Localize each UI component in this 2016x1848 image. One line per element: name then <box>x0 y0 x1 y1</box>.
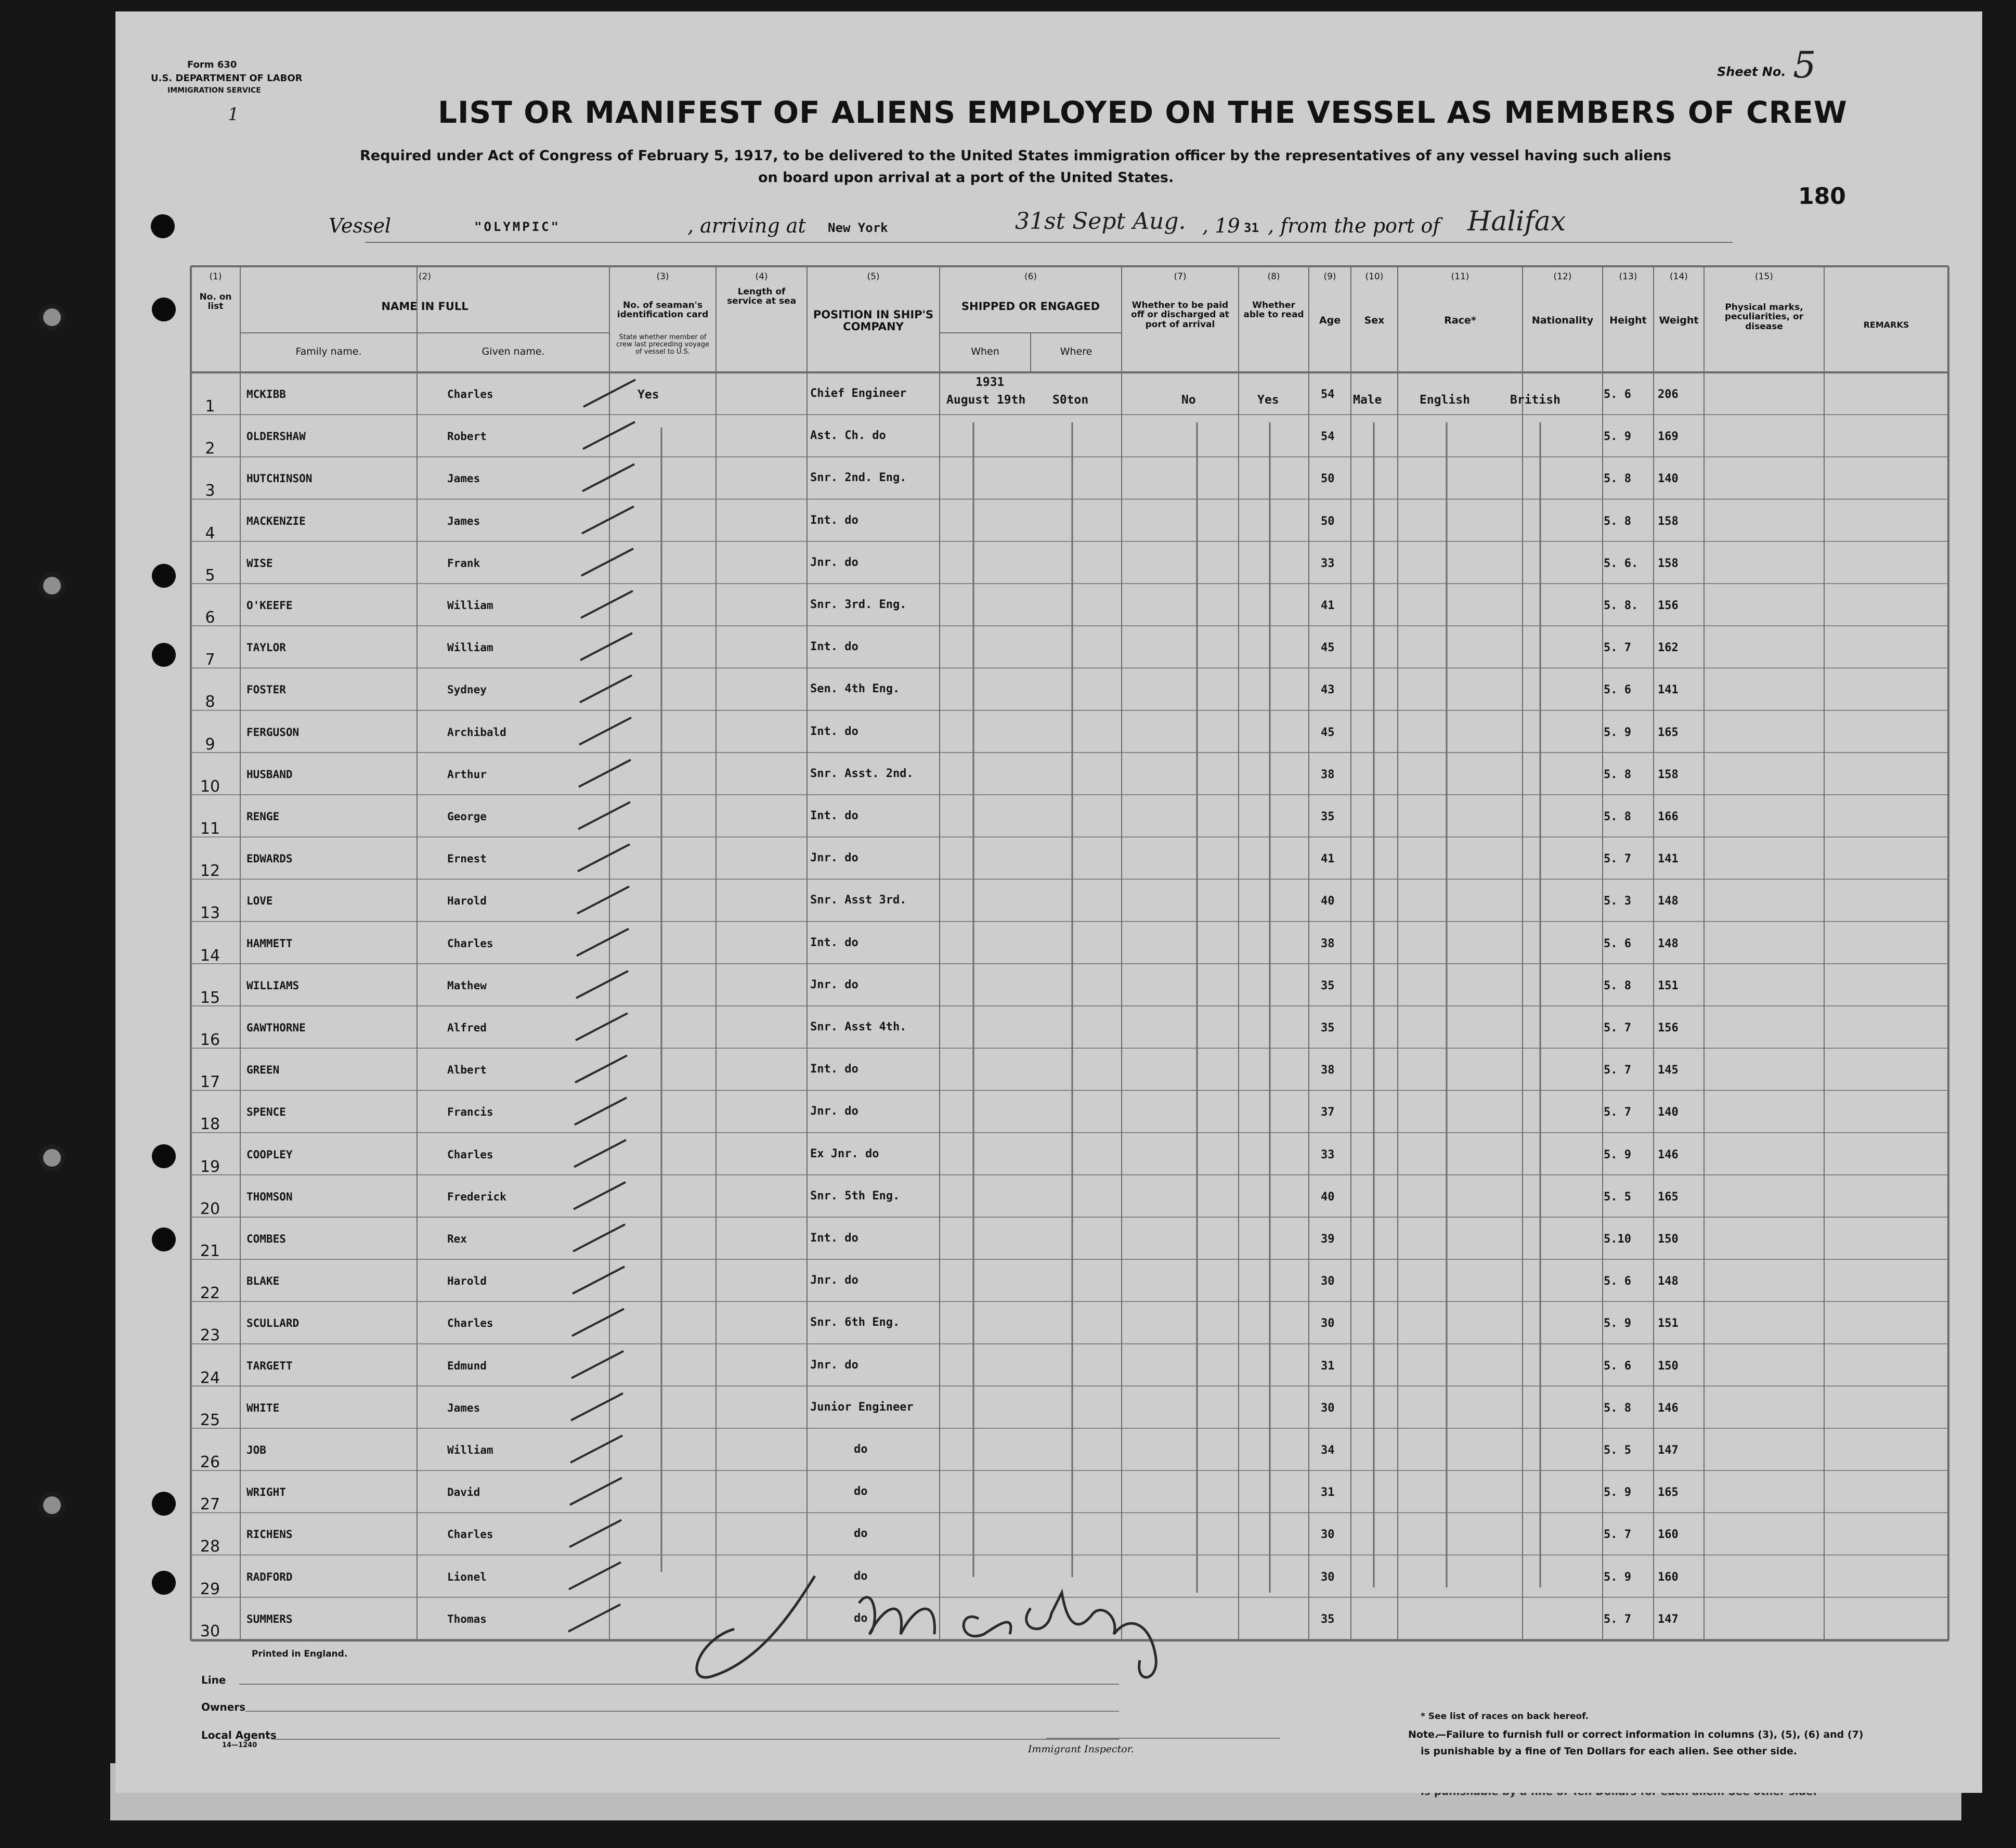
column-header-no-on-list: No. on list <box>199 292 232 312</box>
position: Jnr. do <box>810 851 859 865</box>
family-name: BLAKE <box>246 1275 280 1288</box>
year-prefix: , 19 <box>1202 214 1240 237</box>
weight: 165 <box>1658 1486 1679 1500</box>
column-number: (10) <box>1365 272 1384 282</box>
given-name: William <box>447 641 493 654</box>
given-name: Albert <box>447 1064 487 1077</box>
weight: 148 <box>1658 937 1679 950</box>
punch-hole <box>152 1571 176 1595</box>
position: Jnr. do <box>810 555 859 569</box>
position: do <box>854 1443 868 1456</box>
weight: 165 <box>1658 726 1679 739</box>
row-number: 8 <box>205 693 215 712</box>
age: 35 <box>1321 1612 1335 1626</box>
paid-off-value: No <box>1181 393 1196 407</box>
given-name: James <box>447 472 480 485</box>
subheader-where: Where <box>1060 346 1092 357</box>
column-number: (5) <box>867 272 880 282</box>
note-label: Note. <box>1408 1729 1439 1740</box>
row-number: 28 <box>200 1537 220 1556</box>
age: 34 <box>1321 1444 1335 1457</box>
family-name: SCULLARD <box>246 1317 300 1330</box>
service: IMMIGRATION SERVICE <box>167 86 261 95</box>
column-number: (12) <box>1553 272 1572 282</box>
weight: 165 <box>1658 1190 1679 1204</box>
position: Ex Jnr. do <box>810 1147 879 1160</box>
given-name: Archibald <box>447 726 506 739</box>
binder-ring <box>38 572 66 599</box>
height: 5. 8. <box>1604 599 1638 612</box>
weight: 150 <box>1658 1359 1679 1373</box>
row-number: 30 <box>200 1622 220 1640</box>
punch-hole <box>152 564 176 588</box>
column-number: (6) <box>1024 272 1037 282</box>
row-number: 15 <box>200 988 220 1007</box>
column-header-position: POSITION IN SHIP'S COMPANY <box>813 308 934 333</box>
row-number: 18 <box>200 1115 220 1134</box>
column-number: (9) <box>1323 272 1336 282</box>
row-number: 14 <box>200 946 220 965</box>
agents-label: Local Agents <box>201 1729 277 1741</box>
height: 5. 7 <box>1604 1106 1631 1119</box>
weight: 148 <box>1658 895 1679 908</box>
age: 30 <box>1321 1275 1335 1288</box>
position: Junior Engineer <box>810 1400 914 1414</box>
position: Snr. 3rd. Eng. <box>810 598 907 611</box>
manifest-title: LIST OR MANIFEST OF ALIENS EMPLOYED ON THE VESSEL AS MEMBERS OF CREW <box>438 95 1848 130</box>
given-name: Sydney <box>447 683 487 696</box>
position: Snr. 6th Eng. <box>810 1316 900 1329</box>
weight: 140 <box>1658 472 1679 486</box>
family-name: OLDERSHAW <box>246 430 306 443</box>
row-number: 1 <box>205 397 215 416</box>
row-number: 21 <box>200 1242 220 1260</box>
family-name: EDWARDS <box>246 852 293 865</box>
column-number: (15) <box>1755 272 1773 282</box>
race-note: * See list of races on back hereof. <box>1421 1711 1589 1722</box>
height: 5. 9 <box>1604 1486 1631 1500</box>
row-number: 19 <box>200 1157 220 1176</box>
height: 5. 3 <box>1604 895 1631 908</box>
given-name: Thomas <box>447 1612 487 1625</box>
age: 54 <box>1321 388 1335 401</box>
position: do <box>854 1569 868 1583</box>
height: 5. 6 <box>1604 1359 1631 1373</box>
weight: 145 <box>1658 1064 1679 1077</box>
height: 5. 6 <box>1604 683 1631 697</box>
age: 54 <box>1321 430 1335 444</box>
column-number: (3) <box>656 272 669 282</box>
weight: 141 <box>1658 683 1679 697</box>
weight: 147 <box>1658 1612 1679 1626</box>
column-header-height: Height <box>1609 315 1647 326</box>
position: do <box>854 1527 868 1541</box>
row-number: 12 <box>200 862 220 881</box>
position: Int. do <box>810 1232 859 1245</box>
weight: 148 <box>1658 1275 1679 1288</box>
age: 30 <box>1321 1570 1335 1584</box>
given-name: Charles <box>447 1148 493 1161</box>
height: 5. 8 <box>1604 768 1631 781</box>
column-header-shipped: SHIPPED OR ENGAGED <box>961 300 1100 313</box>
weight: 146 <box>1658 1401 1679 1415</box>
row-number: 27 <box>200 1495 220 1514</box>
column-number: (14) <box>1670 272 1688 282</box>
column-header-sex: Sex <box>1364 315 1385 326</box>
family-name: RICHENS <box>246 1528 293 1541</box>
height: 5. 7 <box>1604 1022 1631 1035</box>
family-name: WHITE <box>246 1401 280 1414</box>
family-name: SUMMERS <box>246 1612 293 1625</box>
height: 5. 7 <box>1604 1528 1631 1542</box>
column-number: (4) <box>755 272 768 282</box>
family-name: GAWTHORNE <box>246 1022 306 1034</box>
row-number: 22 <box>200 1284 220 1303</box>
age: 45 <box>1321 726 1335 739</box>
row-number: 6 <box>205 609 215 627</box>
seaman-yes: Yes <box>638 388 659 402</box>
family-name: MACKENZIE <box>246 514 306 527</box>
shipped-where: S0ton <box>1052 393 1089 407</box>
family-name: FERGUSON <box>246 726 300 739</box>
column-header-able-read: Whether able to read <box>1243 300 1304 320</box>
height: 5. 9 <box>1604 1317 1631 1330</box>
column-number: (7) <box>1174 272 1187 282</box>
weight: 160 <box>1658 1570 1679 1584</box>
column-header-weight: Weight <box>1659 315 1699 326</box>
family-name: JOB <box>246 1444 266 1456</box>
height: 5. 7 <box>1604 1064 1631 1077</box>
position: Jnr. do <box>810 1105 859 1118</box>
weight: 158 <box>1658 557 1679 570</box>
weight: 147 <box>1658 1444 1679 1457</box>
position: Chief Engineer <box>810 387 907 400</box>
row-number: 23 <box>200 1326 220 1345</box>
row-number: 29 <box>200 1580 220 1598</box>
note-text-2: is punishable by a fine of Ten Dollars for each alien. See other side. <box>1421 1746 1798 1757</box>
given-name: James <box>447 514 480 527</box>
footer-rules <box>115 11 1982 1793</box>
height: 5. 6 <box>1604 388 1631 401</box>
row-number: 10 <box>200 777 220 796</box>
binder-ring <box>38 304 66 331</box>
column-number: (8) <box>1267 272 1280 282</box>
family-name: TAYLOR <box>246 641 286 654</box>
weight: 140 <box>1658 1106 1679 1119</box>
position: Sen. 4th Eng. <box>810 682 900 696</box>
row-number: 4 <box>205 524 215 542</box>
position: Snr. Asst. 2nd. <box>810 767 914 780</box>
height: 5. 8 <box>1604 514 1631 528</box>
weight: 160 <box>1658 1528 1679 1542</box>
height: 5. 8 <box>1604 472 1631 486</box>
given-name: George <box>447 810 487 823</box>
age: 33 <box>1321 557 1335 570</box>
height: 5. 6. <box>1604 557 1638 570</box>
note-text: —Failure to furnish full or correct information in columns (3), (5), (6) and (7) <box>1436 1729 1864 1740</box>
from-port-label: , from the port of <box>1268 214 1440 237</box>
age: 35 <box>1321 979 1335 992</box>
age: 31 <box>1321 1486 1335 1500</box>
punch-hole <box>152 643 176 667</box>
given-name: Ernest <box>447 852 487 865</box>
given-name: Lionel <box>447 1570 487 1583</box>
line-label: Line <box>201 1674 226 1686</box>
weight: 156 <box>1658 1022 1679 1035</box>
punch-hole <box>152 1492 176 1516</box>
form-number: Form 630 <box>187 59 237 70</box>
age: 35 <box>1321 810 1335 823</box>
row-number: 17 <box>200 1073 220 1092</box>
family-name: WISE <box>246 557 273 570</box>
age: 38 <box>1321 1064 1335 1077</box>
shipped-when: August 19th <box>946 393 1026 407</box>
position: Int. do <box>810 1063 859 1076</box>
given-name: Charles <box>447 1317 493 1330</box>
page-stamp: 180 <box>1798 183 1846 210</box>
column-header-physical: Physical marks, peculiarities, or disease <box>1724 302 1804 332</box>
sheet-label: Sheet No. <box>1717 64 1786 79</box>
column-header-paid-off: Whether to be paid off or discharged at port of arrival <box>1131 300 1229 330</box>
column-header-nationality: Nationality <box>1531 315 1594 326</box>
manifest-sheet <box>115 11 1982 1793</box>
vessel-label: Vessel <box>329 214 392 237</box>
family-name: O'KEEFE <box>246 599 293 612</box>
family-name: WRIGHT <box>246 1486 286 1499</box>
weight: 156 <box>1658 599 1679 612</box>
punch-hole <box>152 1227 176 1251</box>
vessel-name: "OLYMPIC" <box>474 219 561 234</box>
arriving-port: New York <box>828 221 888 235</box>
given-name: Charles <box>447 1528 493 1541</box>
family-name: FOSTER <box>246 683 286 696</box>
binder-ring <box>38 1144 66 1171</box>
position: Int. do <box>810 513 859 527</box>
column-header-age: Age <box>1319 315 1341 326</box>
age: 50 <box>1321 514 1335 528</box>
given-name: James <box>447 1401 480 1414</box>
column-header-race: Race* <box>1444 315 1476 326</box>
height: 5. 6 <box>1604 1275 1631 1288</box>
position: Snr. Asst 3rd. <box>810 894 907 907</box>
row-number: 5 <box>205 566 215 585</box>
family-name: SPENCE <box>246 1106 286 1119</box>
row-number: 11 <box>200 820 220 838</box>
position: Jnr. do <box>810 1358 859 1372</box>
column-header-remarks: REMARKS <box>1863 320 1909 330</box>
given-name: Charles <box>447 937 493 950</box>
age: 30 <box>1321 1317 1335 1330</box>
position: do <box>854 1485 868 1498</box>
inspector-label: Immigrant Inspector. <box>1028 1743 1134 1755</box>
age: 43 <box>1321 683 1335 697</box>
position: Snr. Asst 4th. <box>810 1020 907 1033</box>
weight: 158 <box>1658 768 1679 781</box>
height: 5. 5 <box>1604 1444 1631 1457</box>
arriving-label: , arriving at <box>687 214 806 237</box>
weight: 206 <box>1658 388 1679 401</box>
printed-note: Printed in England. <box>252 1649 348 1659</box>
seaman-note: State whether member of crew last preceding voyage of vessel to U.S. <box>616 333 710 356</box>
family-name: TARGETT <box>246 1359 293 1372</box>
given-name: Rex <box>447 1233 467 1245</box>
family-name: COOPLEY <box>246 1148 293 1161</box>
height: 5. 9 <box>1604 430 1631 444</box>
age: 38 <box>1321 937 1335 950</box>
row-number: 7 <box>205 651 215 669</box>
family-name: HAMMETT <box>246 937 293 950</box>
weight: 169 <box>1658 430 1679 444</box>
given-name: David <box>447 1486 480 1499</box>
nationality-value: British <box>1510 393 1560 407</box>
given-name: Mathew <box>447 979 487 992</box>
row-number: 26 <box>200 1453 220 1471</box>
row-number: 9 <box>205 735 215 754</box>
able-read-value: Yes <box>1257 393 1279 407</box>
family-name: HUSBAND <box>246 768 293 781</box>
age: 37 <box>1321 1106 1335 1119</box>
owners-label: Owners <box>201 1701 246 1713</box>
year-suffix: 31 <box>1244 221 1259 235</box>
column-header-length-service: Length of service at sea <box>726 287 797 307</box>
weight: 146 <box>1658 1148 1679 1161</box>
punch-hole <box>152 1144 176 1168</box>
age: 30 <box>1321 1528 1335 1542</box>
race-value: English <box>1420 393 1470 407</box>
position: Int. do <box>810 809 859 822</box>
column-number: (13) <box>1619 272 1637 282</box>
binder-ring <box>38 1492 66 1519</box>
given-name: Frank <box>447 557 480 570</box>
weight: 141 <box>1658 852 1679 866</box>
age: 50 <box>1321 472 1335 486</box>
given-name: Frederick <box>447 1190 506 1203</box>
height: 5. 8 <box>1604 979 1631 992</box>
age: 31 <box>1321 1359 1335 1373</box>
family-name: RENGE <box>246 810 280 823</box>
height: 5. 8 <box>1604 810 1631 823</box>
given-name: William <box>447 1444 493 1456</box>
row-number: 25 <box>200 1411 220 1429</box>
position: Int. do <box>810 936 859 949</box>
position: Int. do <box>810 640 859 654</box>
family-name: COMBES <box>246 1233 286 1245</box>
column-number: (2) <box>418 272 432 282</box>
age: 30 <box>1321 1401 1335 1415</box>
height: 5. 7 <box>1604 852 1631 866</box>
given-name: Harold <box>447 1275 487 1288</box>
sex-value: Male <box>1353 393 1382 407</box>
position: Snr. 2nd. Eng. <box>810 471 907 485</box>
age: 33 <box>1321 1148 1335 1161</box>
position: Jnr. do <box>810 978 859 991</box>
weight: 151 <box>1658 979 1679 992</box>
age: 41 <box>1321 599 1335 612</box>
weight: 151 <box>1658 1317 1679 1330</box>
height: 5. 8 <box>1604 1401 1631 1415</box>
subheader-family-name: Family name. <box>295 346 362 357</box>
age: 39 <box>1321 1233 1335 1246</box>
height: 5. 7 <box>1604 1612 1631 1626</box>
position: do <box>854 1611 868 1625</box>
row-number: 20 <box>200 1199 220 1218</box>
sheet-number: 5 <box>1793 44 1816 86</box>
from-port: Halifax <box>1467 206 1566 237</box>
height: 5. 7 <box>1604 641 1631 655</box>
corner-mark: 1 <box>228 104 239 125</box>
age: 35 <box>1321 1022 1335 1035</box>
height: 5.10 <box>1604 1233 1631 1246</box>
family-name: WILLIAMS <box>246 979 300 992</box>
column-header-seaman-card: No. of seaman's identification card <box>617 300 709 320</box>
weight: 158 <box>1658 514 1679 528</box>
punch-hole <box>151 214 175 238</box>
row-number: 24 <box>200 1368 220 1387</box>
given-name: Edmund <box>447 1359 487 1372</box>
family-name: THOMSON <box>246 1190 293 1203</box>
given-name: Robert <box>447 430 487 443</box>
given-name: Harold <box>447 895 487 908</box>
age: 38 <box>1321 768 1335 781</box>
department: U.S. DEPARTMENT OF LABOR <box>151 73 303 84</box>
height: 5. 5 <box>1604 1190 1631 1204</box>
position: Jnr. do <box>810 1274 859 1287</box>
agents-code: 14—1240 <box>222 1741 257 1749</box>
column-header-name-in-full: NAME IN FULL <box>381 300 469 313</box>
arrival-date: 31st Sept Aug. <box>1015 208 1186 235</box>
height: 5. 6 <box>1604 937 1631 950</box>
family-name: HUTCHINSON <box>246 472 313 485</box>
subtitle-line-2: on board upon arrival at a port of the United States. <box>758 170 1174 186</box>
family-name: LOVE <box>246 895 273 908</box>
age: 40 <box>1321 895 1335 908</box>
shipped-year: 1931 <box>976 376 1005 389</box>
family-name: GREEN <box>246 1064 280 1077</box>
given-name: Charles <box>447 388 493 400</box>
subtitle-line-1: Required under Act of Congress of February 5, 1917, to be delivered to the United States immigration officer by the representatives of any vessel having such aliens <box>360 148 1672 164</box>
subheader-when: When <box>971 346 999 357</box>
row-number: 3 <box>205 482 215 500</box>
weight: 166 <box>1658 810 1679 823</box>
age: 41 <box>1321 852 1335 866</box>
column-number: (11) <box>1451 272 1469 282</box>
row-number: 2 <box>205 440 215 458</box>
position: Ast. Ch. do <box>810 429 886 443</box>
given-name: Alfred <box>447 1022 487 1034</box>
height: 5. 9 <box>1604 1148 1631 1161</box>
height: 5. 9 <box>1604 1570 1631 1584</box>
given-name: Francis <box>447 1106 493 1119</box>
family-name: RADFORD <box>246 1570 293 1583</box>
height: 5. 9 <box>1604 726 1631 739</box>
weight: 150 <box>1658 1233 1679 1246</box>
position: Int. do <box>810 725 859 738</box>
subheader-given-name: Given name. <box>482 346 545 357</box>
family-name: MCKIBB <box>246 388 286 400</box>
age: 45 <box>1321 641 1335 655</box>
punch-hole <box>152 298 176 321</box>
position: Snr. 5th Eng. <box>810 1189 900 1203</box>
given-name: William <box>447 599 493 612</box>
weight: 162 <box>1658 641 1679 655</box>
age: 40 <box>1321 1190 1335 1204</box>
row-number: 16 <box>200 1031 220 1049</box>
column-number: (1) <box>209 272 222 282</box>
given-name: Arthur <box>447 768 487 781</box>
row-number: 13 <box>200 904 220 923</box>
